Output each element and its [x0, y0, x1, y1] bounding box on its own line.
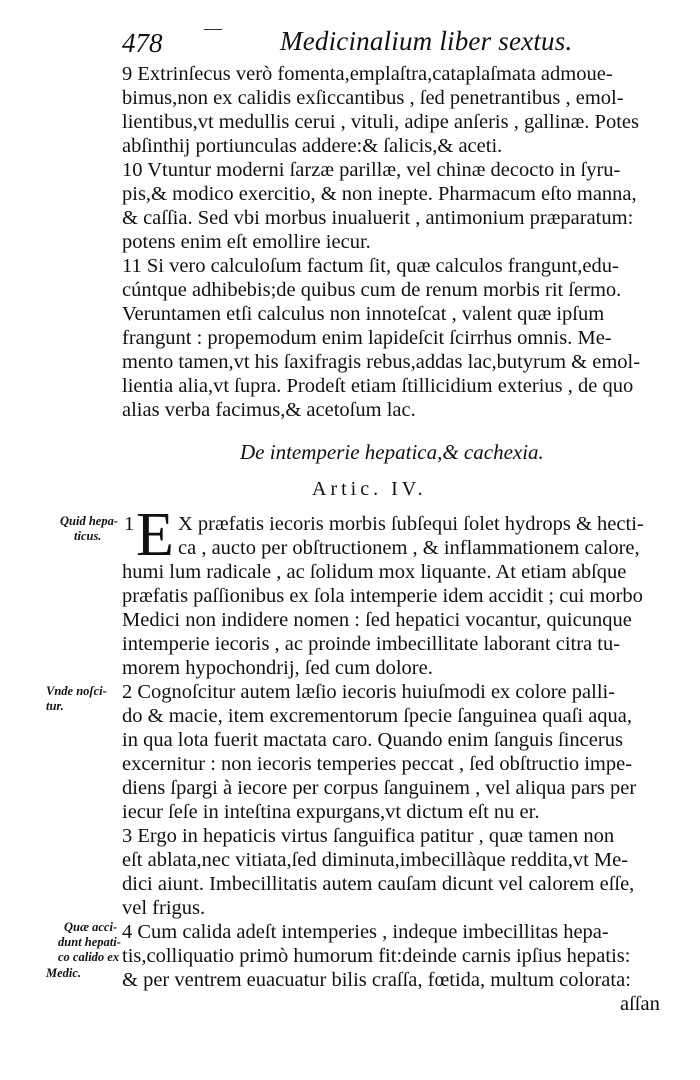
text-line: 4 Cum calida adeſt intemperies , indeque imbecillitas hepa- [122, 921, 609, 943]
text-line: iecur ſeſe in inteſtina expurgans,vt dictum eſt nu er. [122, 801, 540, 823]
marginal-note: Quæ acci- [64, 920, 118, 934]
text-line: X præfatis iecoris morbis ſubſequi ſolet hydrops & hecti- [178, 513, 644, 535]
text-line: potens enim eſt emollire iecur. [122, 231, 371, 253]
text-line: mento tamen,vt his ſaxifragis rebus,addas lac,butyrum & emol- [122, 351, 641, 373]
text-line: alias verba facimus,& acetoſum lac. [122, 399, 416, 421]
paragraph-number: 1 [124, 513, 135, 535]
running-title: Medicinalium liber sextus. [280, 26, 573, 56]
marginal-note: dunt hepati- [58, 935, 121, 949]
marginal-note: tur. [46, 699, 64, 713]
text-line: abſinthij portiunculas addere:& ſalicis,& aceti. [122, 135, 503, 157]
text-line: tis,colliquatio primò humorum fit:deinde carnis ipſius hepatis: [122, 945, 631, 967]
text-line: Medici non indidere nomen : ſed hepatici vocantur, quicunque [122, 609, 632, 631]
text-line: morem hypochondrij, ſed cum dolore. [122, 657, 433, 679]
marginal-note: Medic. [46, 966, 82, 980]
text-line: cúntque adhibebis;de quibus cum de renum morbis rit ſermo. [122, 279, 622, 301]
text-line: diens ſpargi à iecore per corpus ſanguinem , vel aliqua pars per [122, 777, 637, 799]
text-line: 10 Vtuntur moderni ſarzæ parillæ, vel chinæ decocto in ſyru- [122, 159, 621, 181]
section-title: De intemperie hepatica,& cachexia. [240, 440, 544, 464]
catchword: aſſan [620, 993, 660, 1015]
text-line: 9 Extrinſecus verò fomenta,emplaſtra,cataplaſmata admoue- [122, 63, 613, 85]
text-line: vel frigus. [122, 897, 206, 919]
marginal-note: co calido ex [58, 950, 120, 964]
page-number: 478 [122, 28, 163, 58]
text-line: in qua lota fuerit mactata caro. Quando enim ſanguis ſincerus [122, 729, 623, 751]
text-line: 3 Ergo in hepaticis virtus ſanguifica patitur , quæ tamen non [122, 825, 615, 847]
text-line: 2 Cognoſcitur autem læſio iecoris huiuſmodi ex colore palli- [122, 681, 616, 703]
text-line: excernitur : non iecoris temperies peccat , ſed obſtructio impe- [122, 753, 633, 775]
page-header [120, 18, 590, 58]
text-line: lientibus,vt medullis cerui , vituli, adipe anſeris , gallinæ. Potes [122, 111, 639, 133]
text-line: frangunt : propemodum enim lapideſcit ſcirrhus omnis. Me- [122, 327, 612, 349]
text-line: humi lum radicale , ac ſolidum mox liquante. At etiam abſque [122, 561, 627, 583]
text-line: pis,& modico exercitio, & non inepte. Pharmacum eſto manna, [122, 183, 637, 205]
drop-cap: E [136, 501, 174, 569]
text-line: & caſſia. Sed vbi morbus inualuerit , antimonium præparatum: [122, 207, 634, 229]
text-line: eſt ablata,nec vitiata,ſed diminuta,imbecillàque reddita,vt Me- [122, 849, 629, 871]
header-mark: — [204, 18, 222, 38]
text-line: intemperie iecoris , ac proinde imbecillitate laborant citra tu- [122, 633, 621, 655]
text-line: præfatis paſſionibus ex ſola intemperie idem accidit ; cui morbo [122, 585, 643, 607]
article-heading: Artic. IV. [312, 478, 427, 500]
text-line: lientia alia,vt ſupra. Prodeſt etiam ſtillicidium exterius , de quo [122, 375, 634, 397]
text-line: ca , aucto per obſtructionem , & inflammationem calore, [178, 537, 640, 559]
marginal-note: Vnde noſci- [46, 684, 107, 698]
text-line: 11 Si vero calculoſum factum ſit, quæ calculos frangunt,edu- [122, 255, 619, 277]
marginal-note: ticus. [74, 529, 102, 543]
text-line: do & macie, item excrementorum ſpecie ſanguinea quaſi aqua, [122, 705, 633, 727]
text-line: dici aiunt. Imbecillitatis autem cauſam dicunt vel calorem eſſe, [122, 873, 635, 895]
marginal-note: Quid hepa- [60, 514, 118, 528]
text-line: bimus,non ex calidis exſiccantibus , ſed penetrantibus , emol- [122, 87, 624, 109]
text-line: Veruntamen etſi calculus non innoteſcat , valent quæ ipſum [122, 303, 605, 325]
text-line: & per ventrem euacuatur bilis craſſa, fœtida, multum colorata: [122, 969, 631, 991]
